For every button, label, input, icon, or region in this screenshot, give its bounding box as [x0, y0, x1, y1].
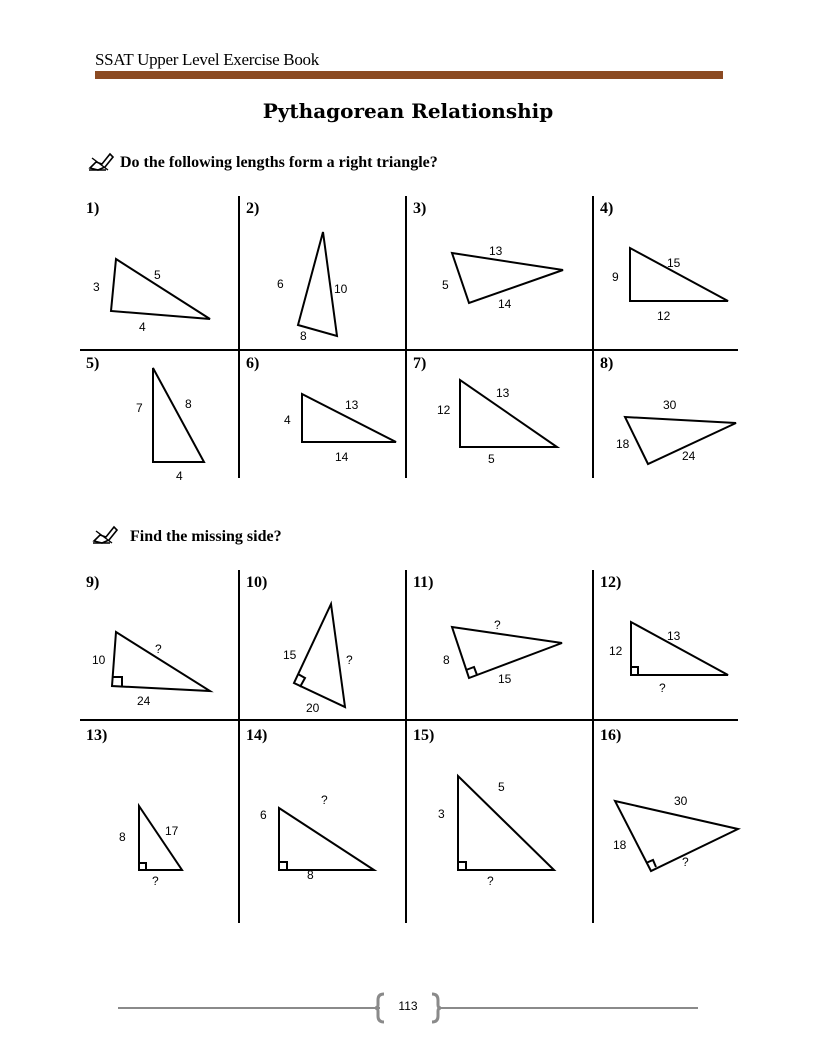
triangle-11	[452, 627, 562, 678]
side-label: 13	[345, 398, 359, 412]
side-label: 30	[674, 794, 688, 808]
side-label: ?	[682, 855, 689, 869]
problem-number: 2)	[246, 200, 260, 217]
problem-number: 9)	[86, 574, 100, 591]
right-angle-marker	[279, 862, 287, 870]
side-label: 13	[489, 244, 503, 258]
side-label: 24	[137, 694, 151, 708]
side-label: 15	[498, 672, 512, 686]
side-label: 15	[283, 648, 297, 662]
side-label: 5	[442, 278, 449, 292]
side-label: 20	[306, 701, 320, 715]
problem-number: 13)	[86, 727, 108, 744]
book-title: SSAT Upper Level Exercise Book	[95, 50, 319, 69]
side-label: 3	[438, 807, 445, 821]
triangle-15	[458, 776, 554, 870]
triangle-10	[294, 604, 345, 707]
side-label: 13	[667, 629, 681, 643]
triangle-13	[139, 806, 182, 870]
side-label: 5	[498, 780, 505, 794]
triangle-2	[298, 232, 337, 336]
problem-number: 1)	[86, 200, 100, 217]
side-label: 24	[682, 449, 696, 463]
side-label: 8	[443, 653, 450, 667]
side-label: ?	[494, 618, 501, 632]
triangle-9	[112, 632, 210, 691]
side-label: 4	[284, 413, 291, 427]
side-label: 17	[165, 824, 179, 838]
side-label: 14	[335, 450, 349, 464]
side-label: 3	[93, 280, 100, 294]
side-label: 6	[260, 808, 267, 822]
side-label: 30	[663, 398, 677, 412]
side-label: 10	[334, 282, 348, 296]
problem-number: 11)	[413, 574, 434, 591]
triangle-14	[279, 808, 374, 870]
problem-number: 4)	[600, 200, 614, 217]
side-label: 8	[300, 329, 307, 343]
side-label: 4	[176, 469, 183, 483]
side-label: 8	[307, 868, 314, 882]
problem-number: 8)	[600, 355, 614, 372]
side-label: ?	[487, 874, 494, 888]
right-angle-marker	[458, 862, 466, 870]
page-number: 113	[398, 999, 418, 1013]
side-label: 8	[185, 397, 192, 411]
triangle-3	[452, 253, 563, 303]
side-label: 9	[612, 270, 619, 284]
side-label: 5	[154, 268, 161, 282]
problem-number: 5)	[86, 355, 100, 372]
problem-number: 16)	[600, 727, 622, 744]
section-instruction-missing-side: Find the missing side?	[130, 528, 282, 545]
side-label: 18	[616, 437, 630, 451]
footer-rule	[438, 1007, 698, 1009]
side-label: ?	[321, 793, 328, 807]
problem-number: 6)	[246, 355, 260, 372]
right-angle-marker	[631, 667, 638, 675]
section-instruction-right-triangle: Do the following lengths form a right triangle?	[120, 154, 438, 171]
side-label: 13	[496, 386, 510, 400]
triangle-8	[625, 417, 736, 464]
side-label: 6	[277, 277, 284, 291]
side-label: ?	[659, 681, 666, 695]
side-label: 4	[139, 320, 146, 334]
problem-number: 7)	[413, 355, 427, 372]
side-label: 8	[119, 830, 126, 844]
side-label: ?	[152, 874, 159, 888]
side-label: ?	[346, 653, 353, 667]
side-label: 15	[667, 256, 681, 270]
side-label: ?	[155, 642, 162, 656]
problem-number: 15)	[413, 727, 435, 744]
side-label: 18	[613, 838, 627, 852]
side-label: 12	[437, 403, 451, 417]
side-label: 12	[657, 309, 671, 323]
right-angle-marker	[139, 863, 146, 870]
problem-number: 14)	[246, 727, 268, 744]
problem-number: 10)	[246, 574, 268, 591]
page-title: Pythagorean Relationship	[262, 99, 554, 123]
side-label: 5	[488, 452, 495, 466]
problem-number: 3)	[413, 200, 427, 217]
footer-rule	[118, 1007, 380, 1009]
problem-number: 12)	[600, 574, 622, 591]
triangle-16	[615, 801, 738, 871]
side-label: 7	[136, 401, 143, 415]
side-label: 12	[609, 644, 623, 658]
side-label: 10	[92, 653, 106, 667]
triangle-5	[153, 368, 204, 462]
side-label: 14	[498, 297, 512, 311]
